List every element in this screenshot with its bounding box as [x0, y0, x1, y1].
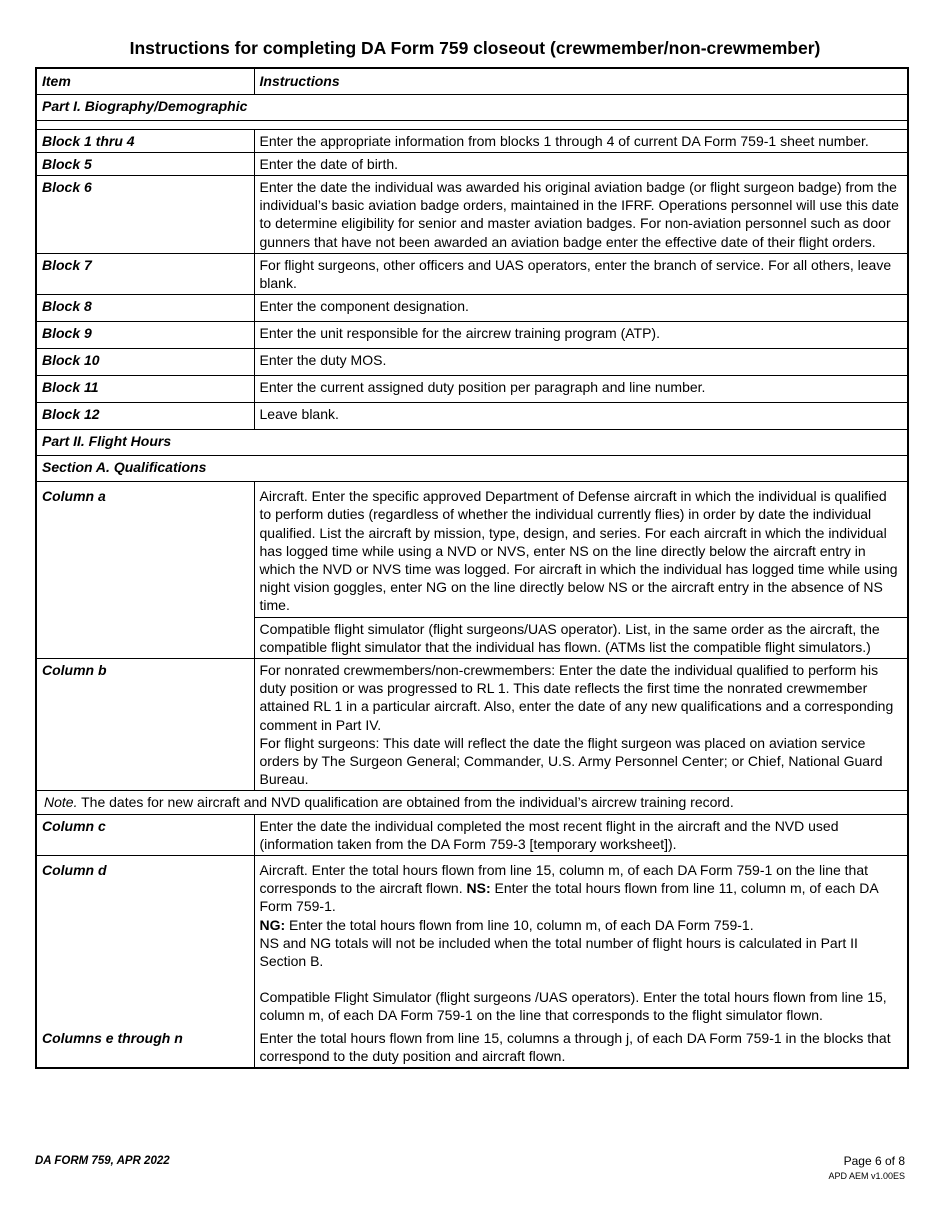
ng-label: NG:	[259, 916, 286, 933]
column-d-text: Enter the total hours flown from line 10, column m, of each DA Form 759-1.	[285, 916, 754, 933]
column-b-paragraph: For nonrated crewmembers/non-crewmembers: Enter the date the individual qualified to perform his duty position or was progressed to RL 1. This date reflects the first time the nonrated crewmember attained RL 1 in a particular aircraft. Also, enter the date of any new qualifications and a corresponding comment in Part IV.	[259, 661, 894, 733]
row-item: Block 1 thru 4	[36, 129, 254, 152]
table-row	[36, 1027, 908, 1068]
row-text: Enter the date the individual completed the most recent flight in the aircraft and the NVD used (information taken from the DA Form 759-3 [temporary worksheet]).	[254, 814, 908, 855]
row-item: Block 7	[36, 253, 254, 294]
version-label: APD AEM v1.00ES	[828, 1171, 905, 1181]
part-row	[36, 94, 908, 120]
column-d-paragraph: NS and NG totals will not be included when the total number of flight hours is calculated in Part II Section B.	[259, 934, 858, 969]
row-item: Block 11	[36, 376, 254, 403]
column-d-text: Enter the total hours flown from line 11, column m, of each DA Form 759-1.	[259, 880, 878, 915]
part-2-heading: Part II. Flight Hours	[36, 430, 908, 456]
row-item: Column c	[36, 814, 254, 855]
header-item: Item	[36, 68, 254, 94]
row-text: Enter the date of birth.	[254, 152, 908, 175]
row-item: Block 9	[36, 322, 254, 349]
row-text: For flight surgeons, other officers and UAS operators, enter the branch of service. For all others, leave blank.	[254, 253, 908, 294]
row-text: Compatible flight simulator (flight surgeons/UAS operator). List, in the same order as the aircraft, the compatible flight simulator that the individual has flown. (ATMs list the compatible flight simulators.)	[254, 617, 908, 658]
column-d-paragraph	[260, 861, 903, 916]
spacer-row	[36, 120, 908, 129]
table-row	[36, 814, 908, 855]
ns-label: NS:	[466, 880, 491, 897]
row-text: Leave blank.	[254, 403, 908, 430]
row-text: Enter the total hours flown from line 15, columns a through j, of each DA Form 759-1 in the blocks that correspond to the duty position and aircraft flown.	[254, 1027, 908, 1068]
row-item: Block 5	[36, 152, 254, 175]
row-item: Block 8	[36, 295, 254, 322]
table-row	[36, 175, 908, 253]
paragraph-gap	[260, 970, 903, 988]
instructions-table	[35, 67, 909, 1069]
row-text: Enter the unit responsible for the aircrew training program (ATP).	[254, 322, 908, 349]
header-instructions: Instructions	[254, 68, 908, 94]
page-number: Page 6 of 8	[843, 1154, 905, 1168]
section-a-heading: Section A. Qualifications	[36, 456, 908, 482]
form-number: DA FORM 759, APR 2022	[35, 1155, 170, 1167]
row-text: Enter the duty MOS.	[254, 349, 908, 376]
row-text	[254, 658, 908, 790]
column-d-paragraph: Compatible Flight Simulator (flight surgeons /UAS operators). Enter the total hours flown from line 15, column m, of each DA Form 759-1 on the line that corresponds to the flight simulator flown.	[259, 989, 887, 1024]
column-d-text: Aircraft. Enter the total hours flown from line 15, column m, of each DA Form 759-1 on the line that corresponds to the aircraft flown.	[259, 861, 869, 897]
note-text	[36, 791, 908, 814]
table-row	[36, 403, 908, 430]
row-item: Columns e through n	[36, 1027, 254, 1068]
table-row	[36, 658, 908, 790]
column-b-paragraph: For flight surgeons: This date will reflect the date the flight surgeon was placed on aviation service orders by The Surgeon General; Commander, U.S. Army Personnel Center; or Chief, National Guard Bureau.	[259, 734, 883, 788]
row-item: Column d	[36, 855, 254, 1026]
row-item: Block 10	[36, 349, 254, 376]
table-row	[36, 253, 908, 294]
table-row	[36, 376, 908, 403]
row-item: Block 12	[36, 403, 254, 430]
note-row	[36, 791, 908, 814]
row-item: Column a	[36, 482, 254, 659]
table-row	[36, 295, 908, 322]
table-row	[36, 129, 908, 152]
row-text: Enter the appropriate information from blocks 1 through 4 of current DA Form 759-1 sheet number.	[254, 129, 908, 152]
column-d-paragraph	[260, 916, 903, 934]
note-body: The dates for new aircraft and NVD qualification are obtained from the individual’s aircrew training record.	[77, 794, 734, 811]
row-text: Aircraft. Enter the specific approved Department of Defense aircraft in which the individual is qualified to perform duties (regardless of whether the individual currently flies) in order by date the individual qualified. List the aircraft by mission, type, design, and series. For each aircraft in which the individual has logged time while using a NVD or NVS, enter NS on the line directly below the aircraft entry in which the NVD or NVS time was logged. For aircraft in which the individual has logged time while using night vision goggles, enter NG on the line directly below NS or the aircraft entry in the absence of NS time.	[254, 482, 908, 617]
table-row	[36, 855, 908, 1026]
part-1-heading: Part I. Biography/Demographic	[36, 94, 908, 120]
row-text: Enter the date the individual was awarded his original aviation badge (or flight surgeon badge) from the individual’s basic aviation badge orders, maintained in the IFRF. Operations personnel will use this date to determine eligibility for senior and master aviation badges. For non-aviation personnel such as door gunners that have not been awarded an aviation badge enter the effective date of their flight orders.	[254, 175, 908, 253]
row-text	[254, 855, 908, 1026]
row-item: Block 6	[36, 175, 254, 253]
row-text: Enter the current assigned duty position per paragraph and line number.	[254, 376, 908, 403]
table-row	[36, 349, 908, 376]
row-text: Enter the component designation.	[254, 295, 908, 322]
table-row	[36, 322, 908, 349]
table-row	[36, 482, 908, 617]
table-header-row	[36, 68, 908, 94]
note-label: Note.	[44, 794, 78, 811]
row-item: Column b	[36, 658, 254, 790]
table-row	[36, 152, 908, 175]
page-title: Instructions for completing DA Form 759 closeout (crewmember/non-crewmember)	[129, 38, 821, 58]
part-row	[36, 430, 908, 456]
section-row	[36, 456, 908, 482]
